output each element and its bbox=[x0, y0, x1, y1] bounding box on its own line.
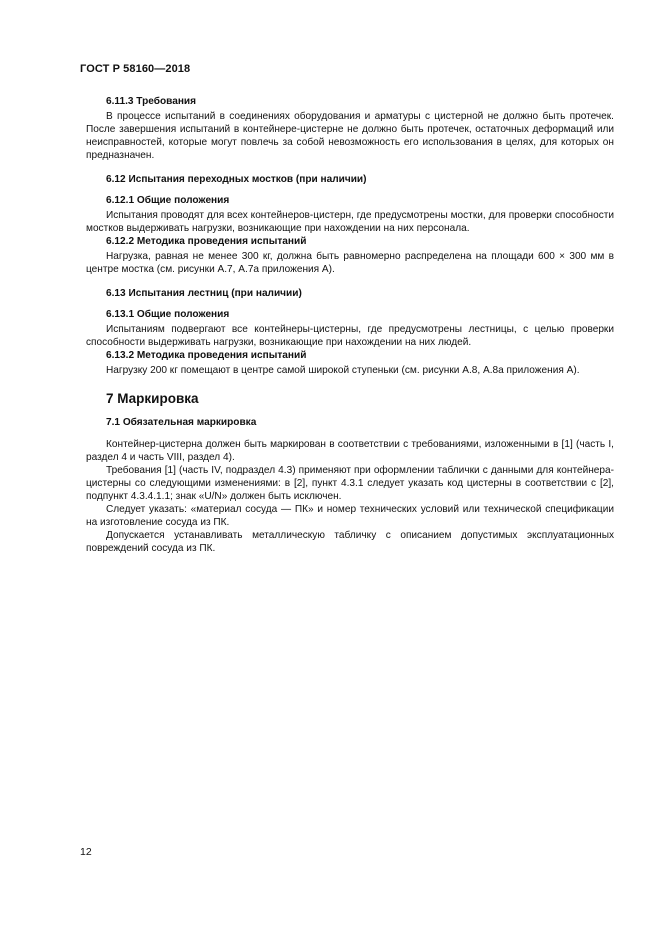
section-7-1-paragraph-3: Следует указать: «материал сосуда — ПК» и номер технических условий или технической спецификации на изготовление сосуда из ПК. bbox=[86, 504, 614, 528]
section-6-12-1-paragraph: Испытания проводят для всех контейнеров-цистерн, где предусмотрены мостки, для проверки способности мостков выдерживать нагрузки, возникающие при нахождении на них персонала. bbox=[86, 210, 614, 234]
section-6-13-2-title: 6.13.2 Методика проведения испытаний bbox=[106, 350, 307, 361]
page-content bbox=[86, 95, 614, 555]
section-6-12-title: 6.12 Испытания переходных мостков (при наличии) bbox=[106, 174, 367, 185]
section-7-1-paragraph-1: Контейнер-цистерна должен быть маркирован в соответствии с требованиями, изложенными в [1] (часть I, раздел 4 и часть VIII, раздел 4). bbox=[86, 439, 614, 463]
document-header: ГОСТ Р 58160—2018 bbox=[80, 63, 191, 75]
section-7-1-title: 7.1 Обязательная маркировка bbox=[106, 417, 257, 428]
section-7-1-paragraph-4: Допускается устанавливать металлическую табличку с описанием допустимых эксплуатационных повреждений сосуда из ПК. bbox=[86, 530, 614, 554]
section-6-12-2-title: 6.12.2 Методика проведения испытаний bbox=[106, 236, 307, 247]
section-6-13-1-title: 6.13.1 Общие положения bbox=[106, 309, 230, 320]
section-6-13-2-paragraph: Нагрузку 200 кг помещают в центре самой широкой ступеньки (см. рисунки А.8, А.8а приложения А). bbox=[106, 365, 580, 376]
page-number: 12 bbox=[80, 846, 92, 858]
section-6-12-1-title: 6.12.1 Общие положения bbox=[106, 195, 230, 206]
section-7-1-paragraph-2: Требования [1] (часть IV, подраздел 4.3) применяют при оформлении таблички с данными для контейнера-цистерны со следующими изменениями: в [2], пункт 4.3.1 следует указать код цистерны в соответствии с [2], подпункт 4.3.4.1.1; знак «U/N» должен быть исключен. bbox=[86, 465, 614, 502]
section-7-title: 7 Маркировка bbox=[106, 391, 199, 406]
section-6-12-2-paragraph: Нагрузка, равная не менее 300 кг, должна быть равномерно распределена на площади 600 × 300 мм в центре мостка (см. рисунки А.7, А.7а приложения А). bbox=[86, 251, 614, 275]
section-6-11-3-paragraph: В процессе испытаний в соединениях оборудования и арматуры с цистерной не должно быть протечек. После завершения испытаний в контейнере-цистерне не должно быть протечек, остаточных деформаций или неисправностей, которые могут повлечь за собой невозможность его использования в целях, для которых он предназначен. bbox=[86, 111, 614, 161]
section-6-13-1-paragraph: Испытаниям подвергают все контейнеры-цистерны, где предусмотрены лестницы, с целью проверки способности выдерживать нагрузки, возникающие при нахождении на них людей. bbox=[86, 324, 614, 348]
section-6-11-3-title: 6.11.3 Требования bbox=[106, 96, 197, 107]
section-6-13-title: 6.13 Испытания лестниц (при наличии) bbox=[106, 288, 302, 299]
